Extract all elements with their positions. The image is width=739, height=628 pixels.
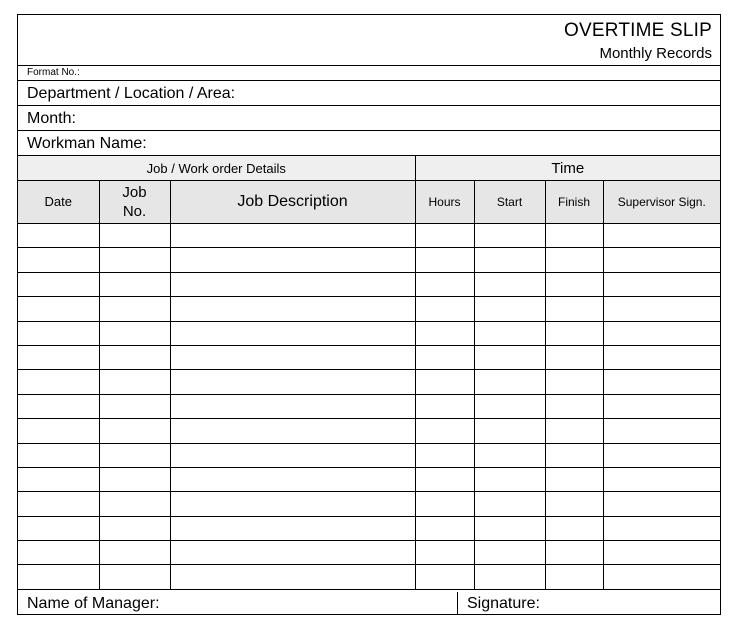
cell-hours[interactable] (415, 467, 474, 491)
cell-job-description[interactable] (170, 272, 415, 296)
cell-job-no[interactable] (99, 419, 170, 443)
table-row (18, 272, 720, 296)
cell-job-no[interactable] (99, 297, 170, 321)
cell-date[interactable] (18, 394, 99, 418)
cell-supervisor-sign[interactable] (603, 467, 720, 491)
group-header-job-details: Job / Work order Details (18, 156, 415, 181)
cell-start[interactable] (474, 565, 545, 589)
table-row (18, 297, 720, 321)
cell-supervisor-sign[interactable] (603, 345, 720, 369)
cell-job-description[interactable] (170, 297, 415, 321)
cell-finish[interactable] (545, 541, 603, 565)
cell-start[interactable] (474, 370, 545, 394)
table-body (18, 224, 720, 590)
cell-start[interactable] (474, 224, 545, 248)
form-subtitle: Monthly Records (599, 45, 712, 62)
column-header-job-description: Job Description (170, 181, 415, 224)
cell-supervisor-sign[interactable] (603, 394, 720, 418)
cell-job-description[interactable] (170, 516, 415, 540)
workman-name-field[interactable]: Workman Name: (18, 131, 720, 156)
cell-date[interactable] (18, 345, 99, 369)
group-header-time: Time (415, 156, 720, 181)
cell-hours[interactable] (415, 345, 474, 369)
cell-supervisor-sign[interactable] (603, 565, 720, 589)
cell-start[interactable] (474, 297, 545, 321)
cell-supervisor-sign[interactable] (603, 443, 720, 467)
cell-date[interactable] (18, 467, 99, 491)
cell-hours[interactable] (415, 248, 474, 272)
cell-hours[interactable] (415, 516, 474, 540)
cell-finish[interactable] (545, 297, 603, 321)
cell-job-description[interactable] (170, 492, 415, 516)
cell-hours[interactable] (415, 443, 474, 467)
cell-hours[interactable] (415, 419, 474, 443)
cell-job-description[interactable] (170, 565, 415, 589)
cell-supervisor-sign[interactable] (603, 516, 720, 540)
format-no-field[interactable]: Format No.: (18, 66, 720, 81)
table-row (18, 370, 720, 394)
cell-start[interactable] (474, 492, 545, 516)
cell-job-no[interactable] (99, 370, 170, 394)
cell-finish[interactable] (545, 419, 603, 443)
cell-hours[interactable] (415, 224, 474, 248)
cell-hours[interactable] (415, 565, 474, 589)
form-footer (18, 592, 720, 614)
cell-job-no[interactable] (99, 565, 170, 589)
cell-job-no[interactable] (99, 394, 170, 418)
cell-finish[interactable] (545, 272, 603, 296)
table-row (18, 224, 720, 248)
cell-job-no[interactable] (99, 467, 170, 491)
cell-date[interactable] (18, 370, 99, 394)
table-row (18, 492, 720, 516)
column-header-finish: Finish (545, 181, 603, 224)
cell-start[interactable] (474, 541, 545, 565)
cell-finish[interactable] (545, 565, 603, 589)
cell-job-no[interactable] (99, 321, 170, 345)
table-row (18, 565, 720, 589)
cell-hours[interactable] (415, 492, 474, 516)
cell-finish[interactable] (545, 443, 603, 467)
cell-date[interactable] (18, 224, 99, 248)
cell-hours[interactable] (415, 541, 474, 565)
column-header-supervisor-sign: Supervisor Sign. (603, 181, 720, 224)
cell-job-description[interactable] (170, 419, 415, 443)
cell-job-description[interactable] (170, 467, 415, 491)
cell-job-no[interactable] (99, 541, 170, 565)
department-field[interactable]: Department / Location / Area: (18, 81, 720, 106)
cell-start[interactable] (474, 467, 545, 491)
month-field[interactable]: Month: (18, 106, 720, 131)
cell-date[interactable] (18, 419, 99, 443)
cell-hours[interactable] (415, 394, 474, 418)
cell-date[interactable] (18, 272, 99, 296)
column-header-start: Start (474, 181, 545, 224)
cell-supervisor-sign[interactable] (603, 370, 720, 394)
table-row (18, 321, 720, 345)
cell-date[interactable] (18, 443, 99, 467)
column-header-hours: Hours (415, 181, 474, 224)
cell-supervisor-sign[interactable] (603, 321, 720, 345)
cell-job-no[interactable] (99, 443, 170, 467)
table-row (18, 516, 720, 540)
signature-field[interactable]: Signature: (467, 595, 540, 612)
cell-date[interactable] (18, 248, 99, 272)
cell-start[interactable] (474, 248, 545, 272)
cell-supervisor-sign[interactable] (603, 492, 720, 516)
cell-date[interactable] (18, 565, 99, 589)
table-row (18, 419, 720, 443)
cell-supervisor-sign[interactable] (603, 297, 720, 321)
cell-start[interactable] (474, 272, 545, 296)
cell-supervisor-sign[interactable] (603, 541, 720, 565)
cell-hours[interactable] (415, 370, 474, 394)
cell-finish[interactable] (545, 224, 603, 248)
cell-finish[interactable] (545, 370, 603, 394)
cell-job-description[interactable] (170, 248, 415, 272)
cell-date[interactable] (18, 492, 99, 516)
cell-supervisor-sign[interactable] (603, 272, 720, 296)
cell-job-no[interactable] (99, 224, 170, 248)
table-row (18, 467, 720, 491)
cell-date[interactable] (18, 297, 99, 321)
cell-hours[interactable] (415, 321, 474, 345)
column-header-job-no (99, 181, 170, 224)
cell-job-no[interactable] (99, 516, 170, 540)
form-header (18, 15, 720, 66)
cell-start[interactable] (474, 443, 545, 467)
cell-date[interactable] (18, 321, 99, 345)
job-no-line-1: Job (122, 184, 147, 201)
cell-start[interactable] (474, 419, 545, 443)
cell-supervisor-sign[interactable] (603, 419, 720, 443)
cell-job-description[interactable] (170, 541, 415, 565)
table-row (18, 394, 720, 418)
manager-name-field[interactable]: Name of Manager: (27, 595, 160, 612)
table-row (18, 443, 720, 467)
cell-finish[interactable] (545, 394, 603, 418)
cell-start[interactable] (474, 394, 545, 418)
cell-job-description[interactable] (170, 443, 415, 467)
cell-supervisor-sign[interactable] (603, 224, 720, 248)
overtime-slip-form (17, 14, 721, 615)
table-row (18, 541, 720, 565)
cell-finish[interactable] (545, 321, 603, 345)
cell-date[interactable] (18, 516, 99, 540)
cell-job-description[interactable] (170, 321, 415, 345)
cell-supervisor-sign[interactable] (603, 248, 720, 272)
table-row (18, 345, 720, 369)
cell-start[interactable] (474, 345, 545, 369)
cell-job-no[interactable] (99, 272, 170, 296)
cell-job-no[interactable] (99, 248, 170, 272)
cell-finish[interactable] (545, 467, 603, 491)
form-title: OVERTIME SLIP (564, 20, 712, 41)
column-header-date: Date (18, 181, 99, 224)
cell-job-no[interactable] (99, 492, 170, 516)
cell-job-description[interactable] (170, 345, 415, 369)
cell-finish[interactable] (545, 248, 603, 272)
cell-job-description[interactable] (170, 370, 415, 394)
cell-finish[interactable] (545, 516, 603, 540)
cell-job-description[interactable] (170, 394, 415, 418)
overtime-table (18, 155, 720, 590)
footer-divider (457, 592, 458, 615)
cell-date[interactable] (18, 541, 99, 565)
cell-hours[interactable] (415, 272, 474, 296)
cell-start[interactable] (474, 321, 545, 345)
cell-finish[interactable] (545, 345, 603, 369)
cell-job-description[interactable] (170, 224, 415, 248)
cell-start[interactable] (474, 516, 545, 540)
table-row (18, 248, 720, 272)
job-no-line-2: No. (122, 203, 147, 220)
cell-job-no[interactable] (99, 345, 170, 369)
cell-hours[interactable] (415, 297, 474, 321)
cell-finish[interactable] (545, 492, 603, 516)
